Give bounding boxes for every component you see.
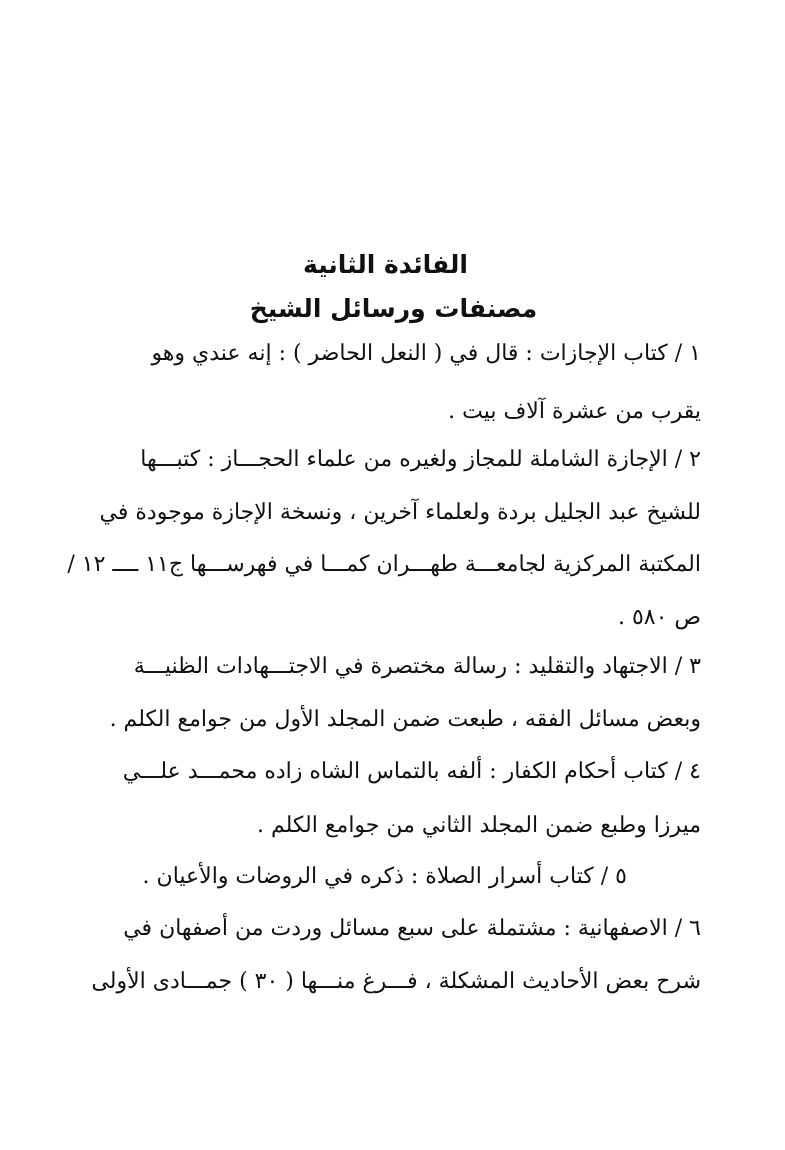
text-line-item-6-b: شرح بعض الأحاديث المشكلة ، فـــرغ منـــها ( ٣٠ ) جمـــادى الأولى xyxy=(91,969,701,994)
text-line-item-3-a: ٣ / الاجتهاد والتقليد : رسالة مختصرة في الاجتـــهادات الظنيـــة xyxy=(133,654,701,679)
text-line-item-6-a: ٦ / الاصفهانية : مشتملة على سبع مسائل وردت من أصفهان في xyxy=(123,916,701,941)
text-line-item-3-b: وبعض مسائل الفقه ، طبعت ضمن المجلد الأول من جوامع الكلم . xyxy=(109,707,701,732)
text-line-item-2-c: المكتبة المركزية لجامعـــة طهـــران كمـــا في فهرســـها ج١١ ــــ ١٢ / xyxy=(67,552,701,577)
text-line-item-5: ٥ / كتاب أسرار الصلاة : ذكره في الروضات والأعيان . xyxy=(142,864,627,889)
text-line-item-1-a: ١ / كتاب الإجازات : قال في ( النعل الحاضر ) : إنه عندي وهو xyxy=(151,341,701,366)
section-subtitle: مصنفات ورسائل الشيخ xyxy=(249,294,538,323)
text-line-item-4-b: ميرزا وطبع ضمن المجلد الثاني من جوامع الكلم . xyxy=(256,813,701,838)
section-title: الفائدة الثانية xyxy=(303,250,468,279)
text-line-item-2-d: ص ٥٨٠ . xyxy=(617,605,701,630)
text-line-item-1-b: يقرب من عشرة آلاف بيت . xyxy=(448,399,701,424)
text-line-item-2-a: ٢ / الإجازة الشاملة للمجاز ولغيره من علماء الحجـــاز : كتبـــها xyxy=(140,447,701,472)
text-line-item-4-a: ٤ / كتاب أحكام الكفار : ألفه بالتماس الشاه زاده محمـــد علـــي xyxy=(122,759,701,784)
text-line-item-2-b: للشيخ عبد الجليل بردة ولعلماء آخرين ، ونسخة الإجازة موجودة في xyxy=(99,500,701,525)
